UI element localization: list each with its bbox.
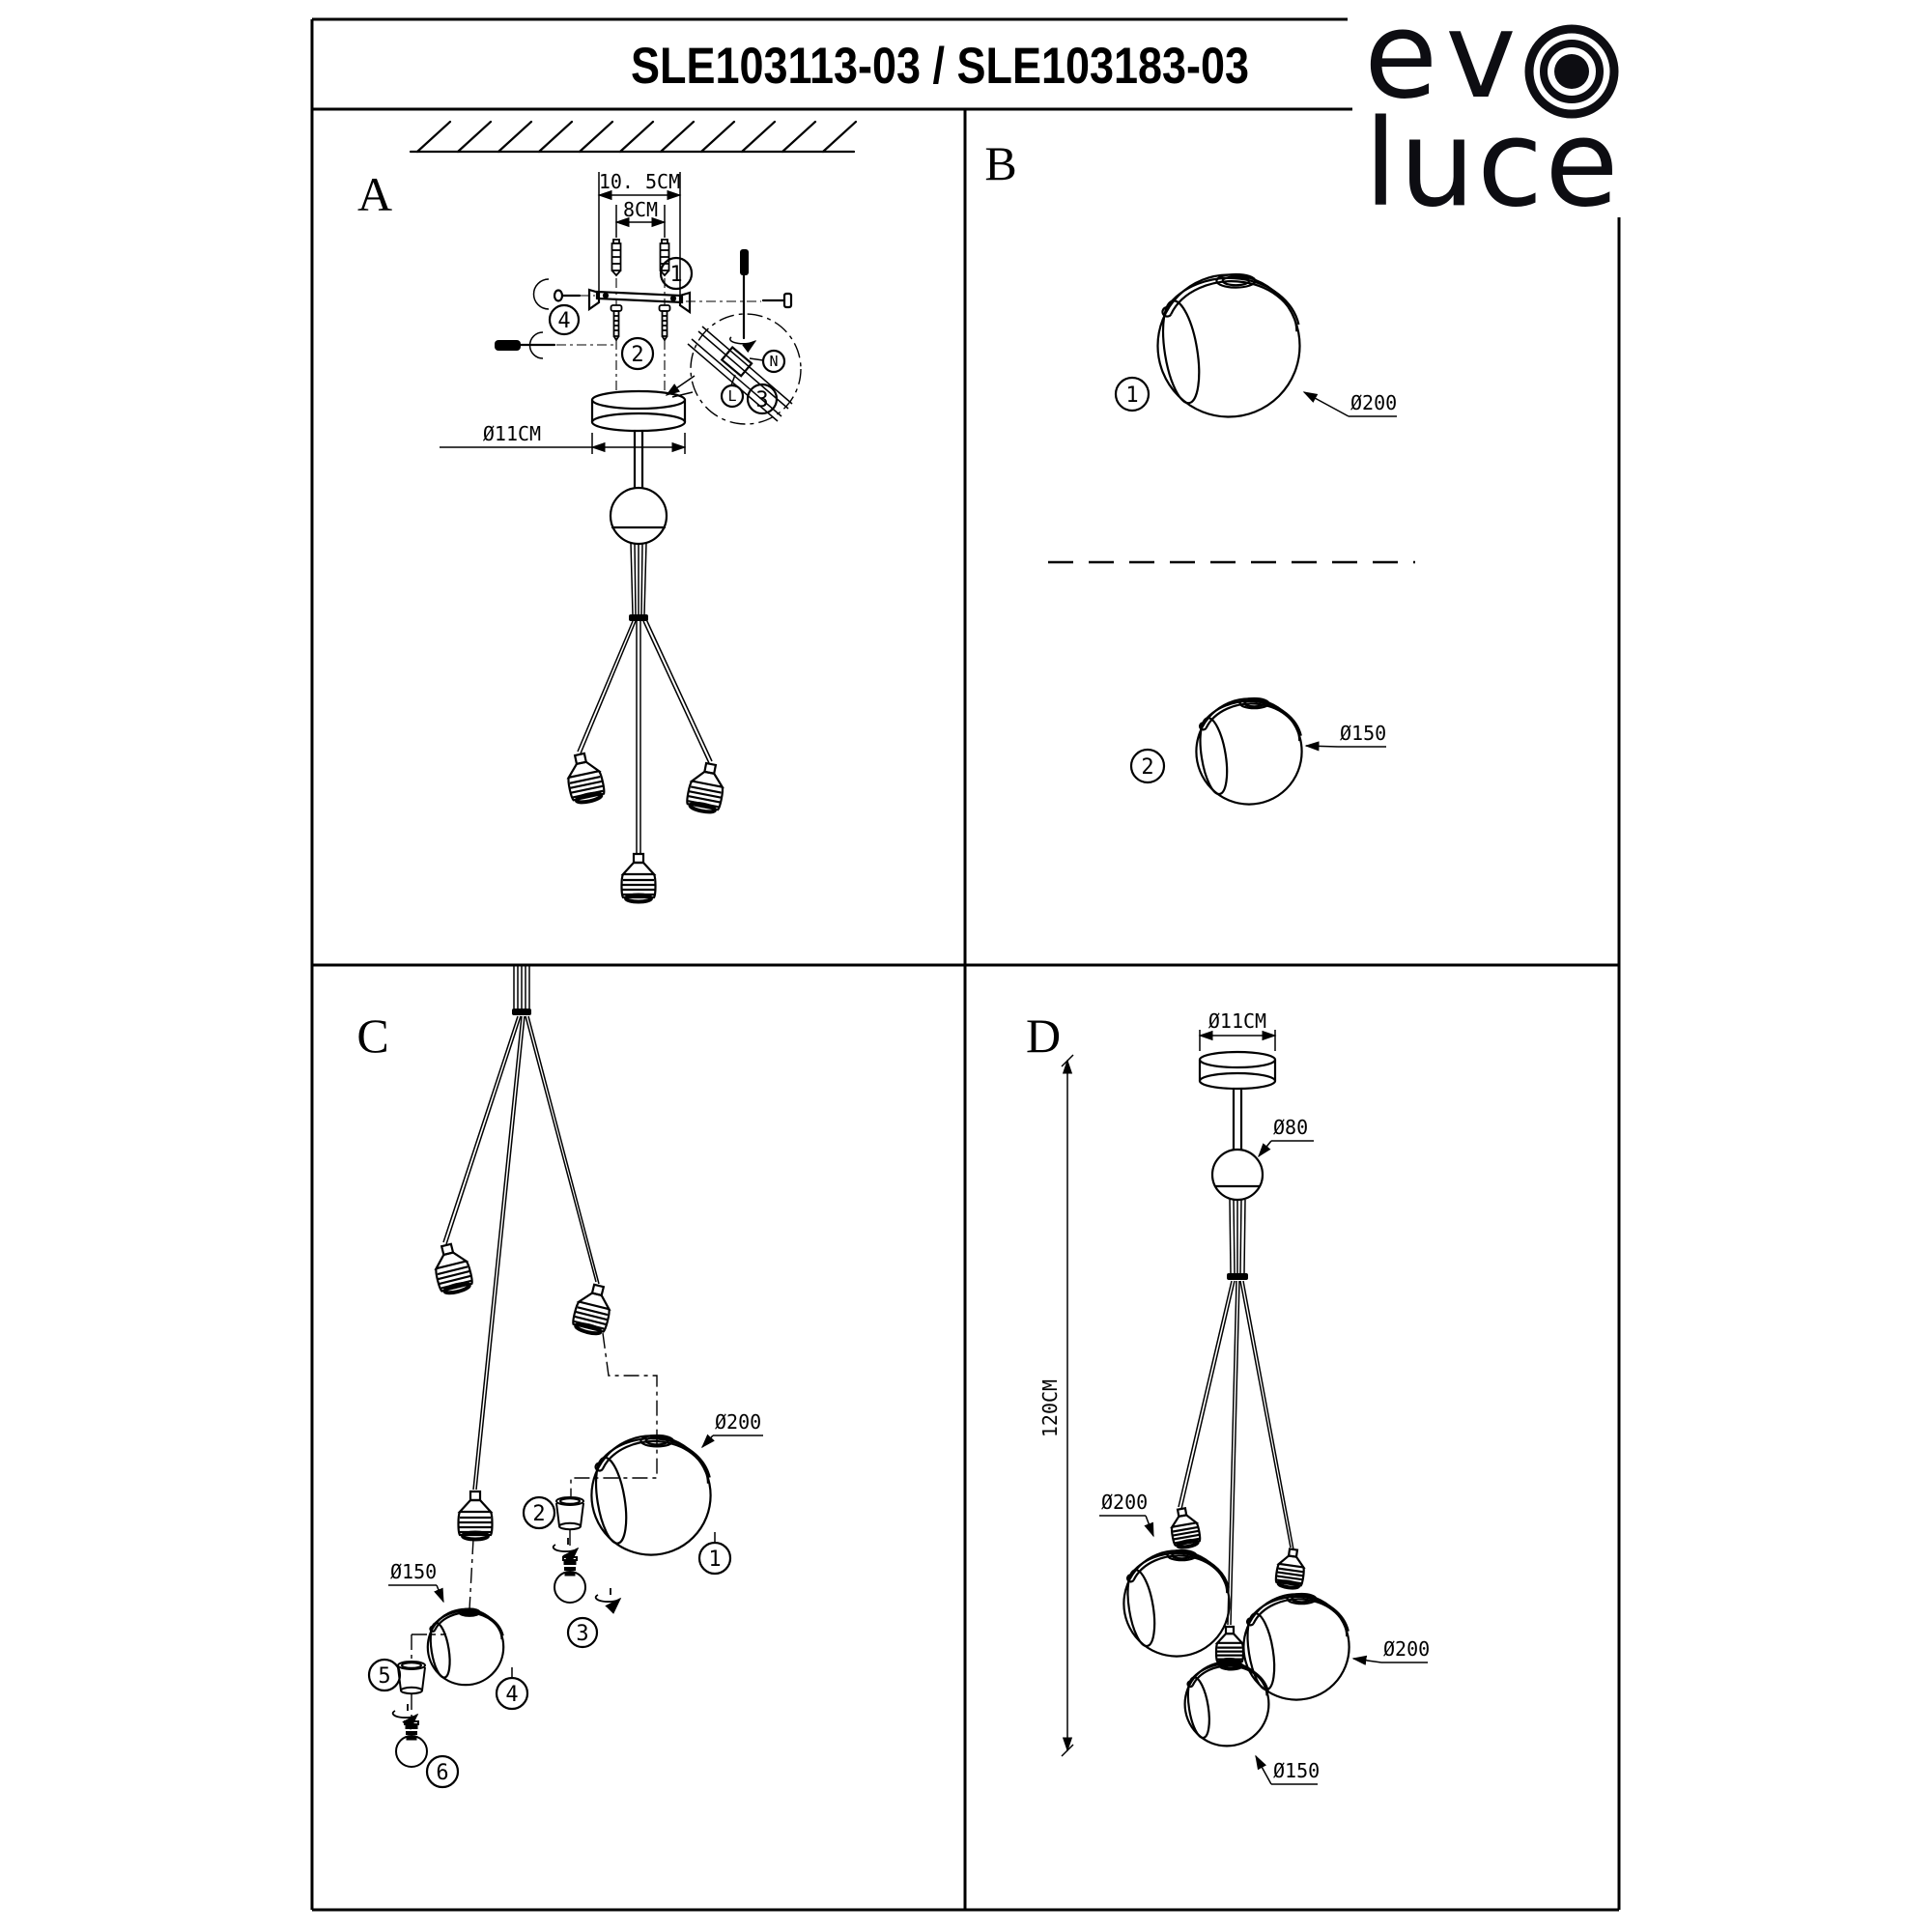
dim-canopy-text: Ø11CM	[482, 422, 542, 445]
glass-shade-200	[591, 1435, 711, 1555]
shade-200-number: 1	[1125, 384, 1139, 408]
bulb-large	[554, 1557, 585, 1603]
shade-150-dimension	[1306, 722, 1386, 747]
lamp-holder-right	[571, 1282, 615, 1336]
panel-d	[1026, 1009, 1430, 1784]
step-4-number: 4	[557, 309, 571, 333]
dimension-shade-left	[1099, 1491, 1153, 1536]
mounting-bracket	[589, 290, 690, 312]
panel-a	[357, 122, 856, 902]
rotate-arrow-icon	[554, 1538, 578, 1551]
bulb-small	[396, 1721, 427, 1767]
bulb-3-number: 3	[576, 1622, 589, 1646]
dim-shade-left-text: Ø200	[1101, 1491, 1149, 1514]
dimension-canopy	[440, 422, 685, 454]
shade-150-number: 4	[505, 1683, 519, 1707]
dimension-sphere	[1259, 1116, 1314, 1156]
bulb-6-badge	[427, 1756, 458, 1787]
logo-text-luce: luce	[1364, 95, 1621, 234]
dim-inner-text: 8CM	[622, 198, 659, 221]
ring-2-badge	[524, 1497, 554, 1528]
side-screw-right	[686, 294, 791, 307]
glass-shade-150	[1196, 698, 1302, 805]
panel-a-label: A	[356, 167, 393, 221]
wire-neutral-label: N	[769, 353, 779, 370]
bulb-3-badge	[568, 1618, 597, 1647]
lamp-holder-left	[563, 751, 607, 805]
dimension-shade-bottom	[1256, 1756, 1320, 1784]
step-1-number: 1	[669, 263, 683, 287]
dimension-bracket-outer	[598, 170, 683, 298]
ceiling-hatch	[411, 122, 856, 152]
glass-shade-150-bottom	[1184, 1662, 1268, 1746]
shade-150-dim-text: Ø150	[390, 1560, 438, 1583]
panel-d-label: D	[1025, 1009, 1062, 1063]
lamp-holder-right	[1275, 1548, 1307, 1589]
ring-2-number: 2	[532, 1502, 546, 1526]
dim-outer-text: 10. 5CM	[598, 170, 681, 193]
glass-shade-200-left	[1123, 1550, 1230, 1657]
panel-c-label: C	[356, 1009, 389, 1063]
step-2-number: 2	[631, 343, 644, 367]
screwdriver-icon	[495, 332, 614, 358]
lamp-holder-left	[430, 1241, 474, 1295]
panel-b-label: B	[984, 136, 1017, 190]
rotate-arrow-icon	[596, 1588, 620, 1602]
assembly-axis-large	[571, 1333, 657, 1496]
shade-200-dimension	[702, 1410, 763, 1447]
lamp-holder-right	[685, 761, 727, 814]
dim-shade-right-text: Ø200	[1383, 1637, 1431, 1661]
shade-200-dim-text: Ø200	[715, 1410, 762, 1434]
wiring-detail-bubble	[667, 249, 801, 424]
cords-and-legs	[1179, 1200, 1293, 1625]
shade-150-number: 2	[1141, 755, 1154, 780]
rotate-arrow-icon	[393, 1704, 417, 1718]
assembly-axis-small	[469, 1539, 473, 1609]
logo-text-ev: ev	[1364, 0, 1524, 126]
ring-5-badge	[369, 1660, 400, 1690]
panel-b	[984, 136, 1415, 805]
lamp-holder-center	[622, 854, 656, 902]
dimension-shade-right	[1353, 1637, 1430, 1662]
fixing-screw-right	[660, 305, 670, 340]
shade-150-dimension	[388, 1560, 443, 1602]
shade-200-dim-text: Ø200	[1350, 391, 1398, 414]
shade-200-dimension	[1304, 391, 1397, 416]
wall-anchor-left	[612, 240, 621, 275]
step-4-badge	[550, 305, 579, 334]
shade-150-dim-text: Ø150	[1340, 722, 1387, 745]
dim-shade-bottom-text: Ø150	[1273, 1759, 1321, 1782]
stem-and-cords	[578, 431, 712, 853]
evoluce-logo	[1364, 0, 1621, 234]
fixing-screw-left	[611, 305, 622, 340]
bulb-6-number: 6	[436, 1761, 449, 1785]
product-code-title: SLE103113-03 / SLE103183-03	[631, 38, 1249, 95]
ceiling-canopy	[592, 391, 685, 431]
dimension-canopy	[1200, 1009, 1275, 1051]
dim-height-text: 120CM	[1038, 1378, 1062, 1438]
page-frame	[312, 19, 1619, 1910]
lamp-holder-left	[1168, 1507, 1201, 1549]
step-2-badge	[622, 338, 653, 369]
shade-150-badge	[497, 1667, 527, 1709]
glass-shade-200-right	[1243, 1594, 1350, 1700]
panel-c	[356, 966, 763, 1787]
lamp-holder-center	[459, 1492, 493, 1540]
shade-200-badge	[699, 1532, 730, 1574]
step-3-number: 3	[755, 388, 769, 412]
stem-and-sphere	[1212, 1089, 1263, 1200]
dim-sphere-text: Ø80	[1273, 1116, 1309, 1139]
ring-5-number: 5	[378, 1664, 391, 1689]
dim-canopy-text: Ø11CM	[1208, 1009, 1267, 1033]
shade-150-badge	[1131, 750, 1164, 782]
socket-ring-large	[556, 1497, 583, 1529]
glass-shade-150	[427, 1609, 503, 1686]
wire-neutral-badge	[750, 351, 784, 372]
shade-200-number: 1	[708, 1548, 722, 1572]
ceiling-canopy	[1200, 1052, 1275, 1089]
cords-and-legs	[443, 966, 599, 1490]
dimension-bracket-inner	[616, 198, 665, 238]
dimension-height	[1038, 1055, 1073, 1756]
wire-live-label: L	[727, 387, 737, 405]
glass-shade-200	[1157, 274, 1300, 417]
shade-200-badge	[1116, 378, 1149, 411]
socket-ring-small	[398, 1662, 425, 1693]
